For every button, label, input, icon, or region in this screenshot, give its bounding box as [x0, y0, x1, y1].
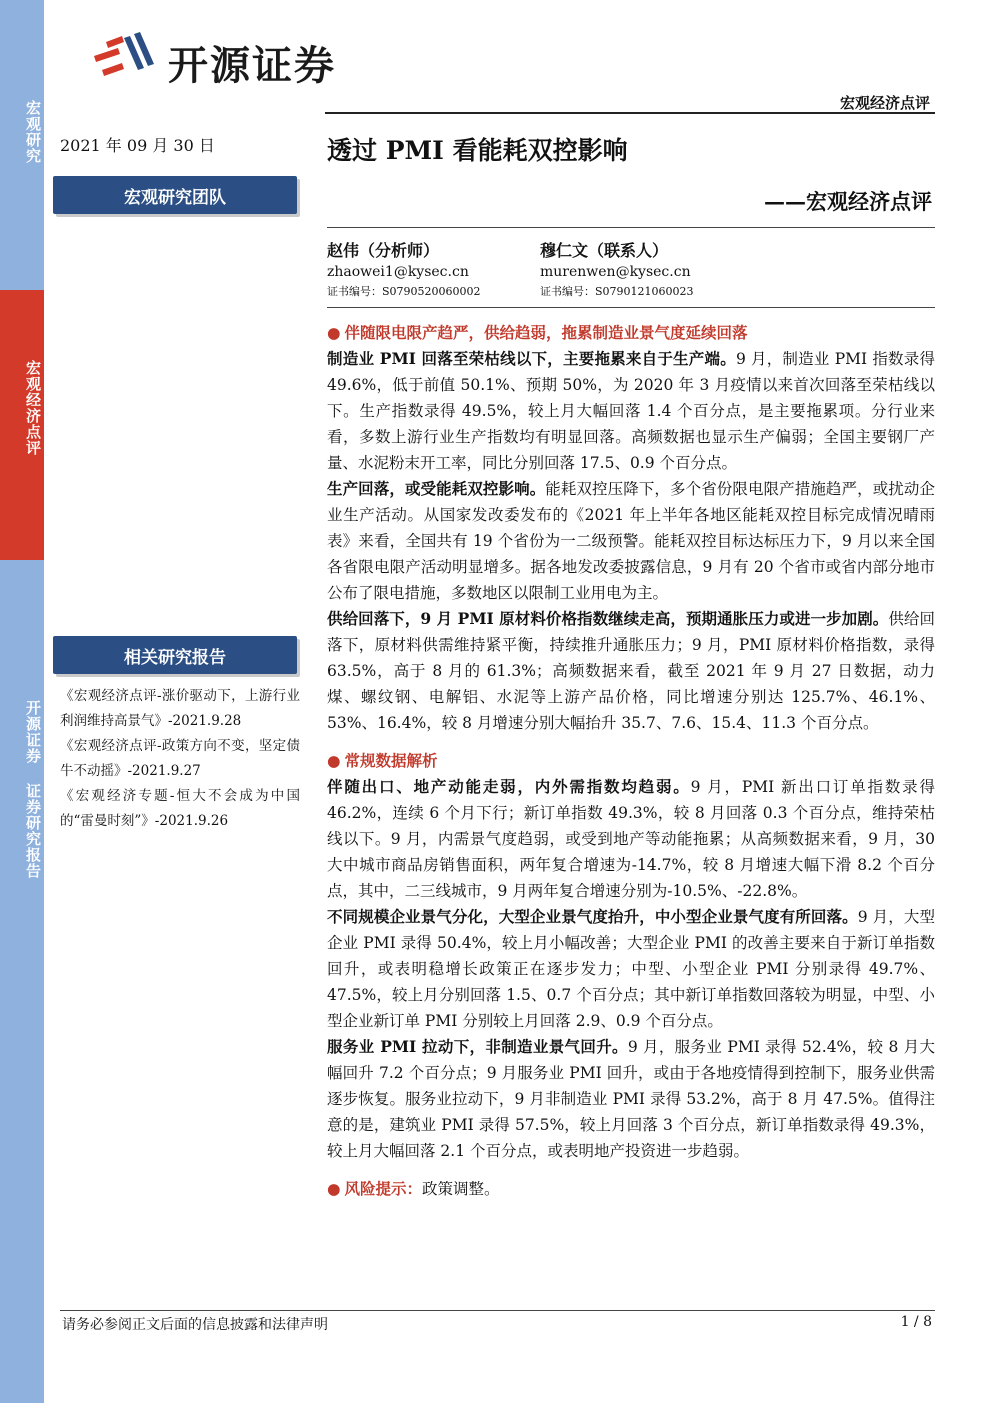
risk-note: ● 风险提示：政策调整。 — [327, 1179, 500, 1198]
author-cert: 证书编号：S0790121060023 — [540, 285, 694, 298]
related-report-item[interactable]: 《宏观经济点评-涨价驱动下，上游行业利润维持高景气》-2021.9.28 — [60, 688, 300, 729]
related-report-item[interactable]: 《宏观经济专题-恒大不会成为中国的“雷曼时刻”》-2021.9.26 — [60, 788, 300, 829]
section-heading: ● 常规数据解析 — [327, 751, 438, 770]
logo-text: 开源证券 — [168, 43, 336, 89]
paragraph: 制造业 PMI 回落至荣枯线以下，主要拖累来自于生产端。9 月，制造业 PMI 指数录得 49.6%，低于前值 50.1%、预期 50%，为 2020 年 3 月疫情以来首次回落至荣枯线以下。生产指数录得 49.5%，较上月大幅回落 1.4 个百分点，是主要拖累项。分行业来看，多数上游行业生产指数均有明显回落。高频数据也显示生产偏弱；全国主要钢厂产量、水泥粉末开工率，同比分别回落 17.5、0.9 个百分点。 — [327, 349, 935, 472]
logo-icon — [88, 28, 158, 86]
related-reports-list — [60, 684, 300, 834]
header-divider — [325, 112, 935, 114]
title-divider — [327, 227, 935, 228]
author-2 — [540, 238, 694, 299]
report-date: 2021 年 09 月 30 日 — [60, 136, 215, 155]
side-label-top: 宏观研究 — [24, 100, 42, 164]
side-label-middle: 宏观经济点评 — [24, 360, 42, 456]
author-name: 赵伟（分析师） — [327, 241, 440, 260]
side-label-bottom: 开源证券 证券研究报告 — [24, 700, 42, 879]
authors-divider — [327, 307, 935, 308]
author-1 — [327, 238, 481, 299]
author-name: 穆仁文（联系人） — [540, 241, 669, 260]
author-email[interactable]: murenwen@kysec.cn — [540, 264, 691, 280]
footer-divider — [60, 1310, 935, 1311]
paragraph: 供给回落下，9 月 PMI 原材料价格指数继续走高，预期通胀压力或进一步加剧。供给回落下，原材料供需维持紧平衡，持续推升通胀压力；9 月，PMI 原材料价格指数，录得 63.5%，高于 8 月的 61.3%；高频数据来看，截至 2021 年 9 月 27 日数据，动力煤、螺纹钢、电解铝、水泥等上游产品价格，同比增速分别达 125.7%、46.1%、53%、16.4%，较 8 月增速分别大幅抬升 35.7、7.6、15.4、11.3 个百分点。 — [327, 609, 935, 732]
bullet-icon: ● — [327, 751, 341, 770]
header-tag: 宏观经济点评 — [839, 94, 930, 112]
page-number: 1 / 8 — [900, 1314, 932, 1330]
related-report-item[interactable]: 《宏观经济点评-政策方向不变，坚定债牛不动摇》-2021.9.27 — [60, 738, 300, 779]
page-title: 透过 PMI 看能耗双控影响 — [327, 136, 628, 165]
author-cert: 证书编号：S0790520060002 — [327, 285, 481, 298]
team-label-box — [53, 176, 297, 214]
side-strip-bottom — [0, 560, 44, 1403]
bullet-icon: ● — [327, 1180, 341, 1198]
author-email[interactable]: zhaowei1@kysec.cn — [327, 264, 469, 280]
related-reports-box — [53, 636, 297, 674]
team-label: 宏观研究团队 — [124, 187, 226, 208]
paragraph: 伴随出口、地产动能走弱，内外需指数均趋弱。9 月，PMI 新出口订单指数录得 46.2%，连续 6 个月下行；新订单指数 49.3%，较 8 月回落 0.3 个百分点，维持荣枯线以下。9 月，内需景气度趋弱，或受到地产等动能拖累；从高频数据来看，9 月，30 大中城市商品房销售面积，两年复合增速为-14.7%，较 8 月增速大幅下滑 8.2 个百分点，其中，二三线城市，9 月两年复合增速分别为-10.5%、-22.8%。 — [327, 777, 935, 900]
paragraph: 服务业 PMI 拉动下，非制造业景气回升。9 月，服务业 PMI 录得 52.4%，较 8 月大幅回升 7.2 个百分点；9 月服务业 PMI 回升，或由于各地疫情得到控制下，服务业供需逐步恢复。服务业拉动下，9 月非制造业 PMI 录得 53.2%，高于 8 月 47.5%。值得注意的是，建筑业 PMI 录得 57.5%，较上月回落 3 个百分点，新订单指数录得 49.3%，较上月大幅回落 2.1 个百分点，或表明地产投资进一步趋弱。 — [327, 1037, 936, 1160]
paragraph: 生产回落，或受能耗双控影响。能耗双控压降下，多个省份限电限产措施趋严，或扰动企业生产活动。从国家发改委发布的《2021 年上半年各地区能耗双控目标完成情况晴雨表》来看，全国共有 19 个省份为一二级预警。能耗双控目标达标压力下，9 月以来全国各省限电限产活动明显增多。据各地发改委披露信息，9 月有 20 个省市或省内部分地市公布了限电措施，多数地区以限制工业用电为主。 — [327, 479, 935, 602]
related-reports-label: 相关研究报告 — [124, 647, 226, 668]
main-content — [327, 320, 935, 1202]
page-subtitle: ——宏观经济点评 — [764, 189, 932, 214]
section-heading: ● 伴随限电限产趋严，供给趋弱，拖累制造业景气度延续回落 — [327, 323, 748, 342]
bullet-icon: ● — [327, 323, 341, 342]
paragraph: 不同规模企业景气分化，大型企业景气度抬升，中小型企业景气度有所回落。9 月，大型企业 PMI 录得 50.4%，较上月小幅改善；大型企业 PMI 的改善主要来自于新订单指数回升，或表明稳增长政策正在逐步发力；中型、小型企业 PMI 分别录得 49.7%、47.5%，较上月分别回落 1.5、0.7 个百分点；其中新订单指数回落较为明显，中型、小型企业新订单 PMI 分别较上月回落 2.9、0.9 个百分点。 — [327, 907, 935, 1030]
footer-disclaimer: 请务必参阅正文后面的信息披露和法律声明 — [62, 1317, 328, 1333]
